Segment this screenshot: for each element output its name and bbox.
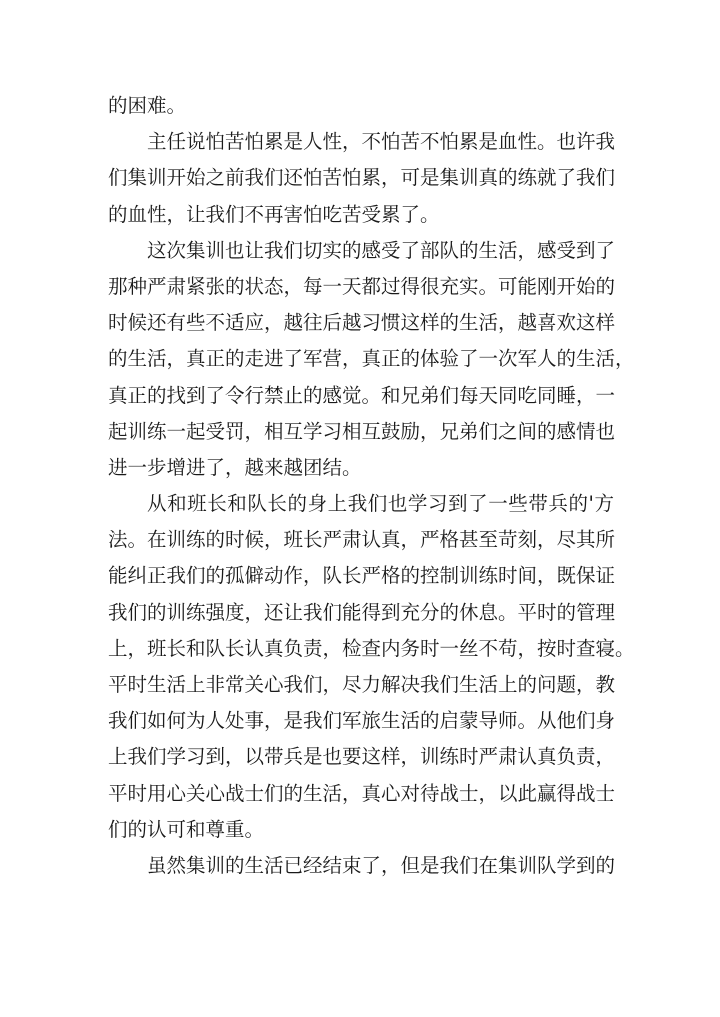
text-line: 我们如何为人处事，是我们军旅生活的启蒙导师。从他们身 — [108, 709, 616, 733]
text-line: 上我们学习到，以带兵是也要这样，训练时严肃认真负责， — [108, 745, 616, 769]
text-line: 进一步增进了，越来越团结。 — [108, 455, 362, 479]
text-line: 的血性，让我们不再害怕吃苦受累了。 — [108, 202, 440, 226]
text-line: 我们的训练强度，还让我们能得到充分的休息。平时的管理 — [108, 600, 616, 624]
text-line: 的困难。 — [108, 94, 187, 117]
text-line: 从和班长和队长的身上我们也学习到了一些带兵的'方 — [147, 492, 614, 516]
text-line: 那种严肃紧张的状态，每一天都过得很充实。可能刚开始的 — [108, 274, 616, 298]
text-line: 平时用心关心战士们的生活，真心对待战士，以此赢得战士 — [108, 781, 616, 805]
text-line: 的生活，真正的走进了军营，真正的体验了一次军人的生活， — [108, 347, 635, 371]
text-line: 们集训开始之前我们还怕苦怕累，可是集训真的练就了我们 — [108, 166, 616, 190]
text-line: 起训练一起受罚，相互学习相互鼓励，兄弟们之间的感情也 — [108, 419, 616, 443]
text-line: 真正的找到了令行禁止的感觉。和兄弟们每天同吃同睡，一 — [108, 383, 616, 407]
text-line: 虽然集训的生活已经结束了，但是我们在集训队学到的 — [147, 853, 616, 877]
text-line: 们的认可和尊重。 — [108, 817, 265, 841]
text-line: 时候还有些不适应，越往后越习惯这样的生活，越喜欢这样 — [108, 311, 616, 335]
text-line: 平时生活上非常关心我们，尽力解决我们生活上的问题，教 — [108, 673, 616, 696]
text-line: 主任说怕苦怕累是人性，不怕苦不怕累是血性。也许我 — [147, 130, 616, 154]
body-text — [108, 88, 635, 884]
text-line: 这次集训也让我们切实的感受了部队的生活，感受到了 — [147, 238, 616, 262]
text-line: 能纠正我们的孤僻动作，队长严格的控制训练时间，既保证 — [108, 564, 616, 588]
text-line: 法。在训练的时候，班长严肃认真，严格甚至苛刻，尽其所 — [108, 528, 616, 552]
text-line: 上，班长和队长认真负责，检查内务时一丝不苟，按时查寝。 — [108, 636, 635, 660]
